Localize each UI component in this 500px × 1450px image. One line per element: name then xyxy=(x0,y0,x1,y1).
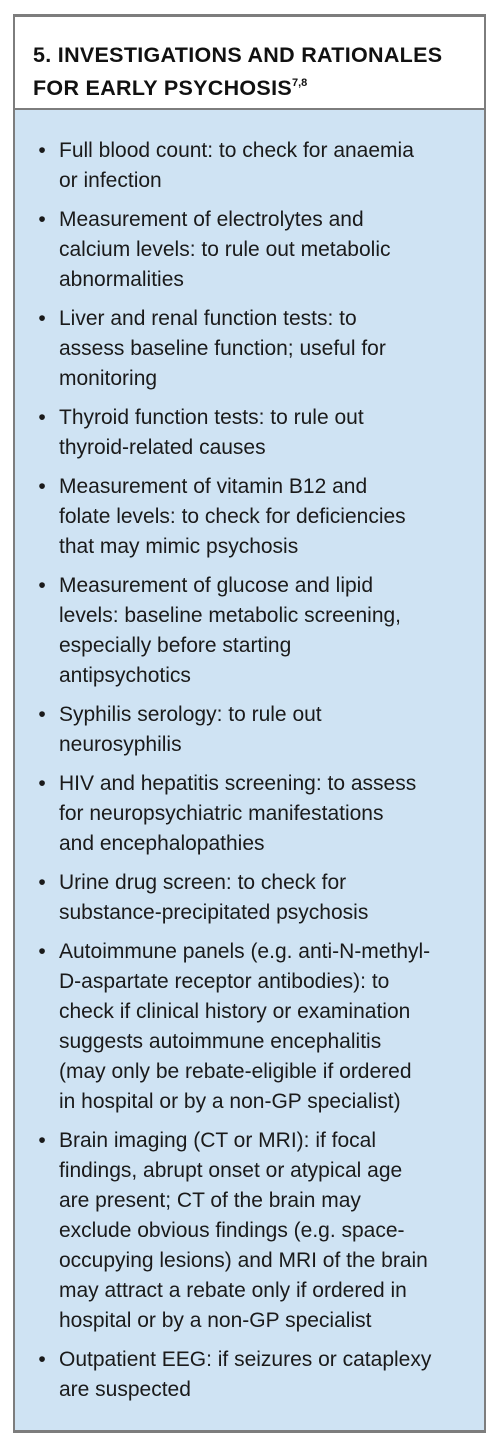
list-item xyxy=(29,571,470,691)
list-item-line: exclude obvious findings (e.g. space- xyxy=(59,1219,405,1242)
list-item-line: Thyroid function tests: to rule out xyxy=(59,406,364,429)
list-item-line: are present; CT of the brain may xyxy=(59,1189,361,1212)
list-item xyxy=(29,205,470,295)
list-item-line: Full blood count: to check for anaemia xyxy=(59,139,414,162)
list-item xyxy=(29,937,470,1117)
list-item-line: assess baseline function; useful for xyxy=(59,337,386,360)
list-item-line: antipsychotics xyxy=(59,664,191,687)
list-item-line: abnormalities xyxy=(59,268,184,291)
list-item-line: or infection xyxy=(59,169,162,192)
list-item-line: substance-precipitated psychosis xyxy=(59,901,369,924)
list-item-line: especially before starting xyxy=(59,634,292,657)
bullet-icon: • xyxy=(38,475,46,498)
investigations-box xyxy=(13,14,486,1433)
list-item-line: Measurement of vitamin B12 and xyxy=(59,475,368,498)
list-item-line: may attract a rebate only if ordered in xyxy=(59,1279,407,1302)
list-item xyxy=(29,700,470,760)
list-item-line: Syphilis serology: to rule out xyxy=(59,703,322,726)
bullet-icon: • xyxy=(38,307,46,330)
list-item-line: Autoimmune panels (e.g. anti-N-methyl- xyxy=(59,940,431,963)
list-item-line: HIV and hepatitis screening: to assess xyxy=(59,772,417,795)
list-item-line: monitoring xyxy=(59,367,158,390)
list-item-line: Measurement of glucose and lipid xyxy=(59,574,374,597)
list-item xyxy=(29,136,470,196)
bullet-icon: • xyxy=(38,871,46,894)
box-body xyxy=(15,110,484,1430)
list-item xyxy=(29,769,470,859)
list-item-line: Measurement of electrolytes and xyxy=(59,208,364,231)
investigation-list xyxy=(15,110,484,1405)
box-header xyxy=(15,17,484,110)
list-item-line: occupying lesions) and MRI of the brain xyxy=(59,1249,428,1272)
list-item-line: Urine drug screen: to check for xyxy=(59,871,347,894)
bullet-icon: • xyxy=(38,574,46,597)
list-item xyxy=(29,1345,470,1405)
bullet-icon: • xyxy=(38,940,46,963)
list-item-line: are suspected xyxy=(59,1378,191,1401)
list-item xyxy=(29,403,470,463)
list-item-line: levels: baseline metabolic screening, xyxy=(59,604,402,627)
title-line-2: FOR EARLY PSYCHOSIS xyxy=(33,76,292,100)
list-item-line: thyroid-related causes xyxy=(59,436,266,459)
bullet-icon: • xyxy=(38,1129,46,1152)
list-item-line: findings, abrupt onset or atypical age xyxy=(59,1159,403,1182)
list-item-line: in hospital or by a non-GP specialist) xyxy=(59,1090,401,1113)
list-item xyxy=(29,868,470,928)
list-item xyxy=(29,1126,470,1336)
list-item-line: (may only be rebate-eligible if ordered xyxy=(59,1060,412,1083)
list-item-line: calcium levels: to rule out metabolic xyxy=(59,238,391,261)
list-item-line: Liver and renal function tests: to xyxy=(59,307,357,330)
bullet-icon: • xyxy=(38,772,46,795)
list-item-line: and encephalopathies xyxy=(59,832,265,855)
title-references: 7,8 xyxy=(292,77,308,89)
bullet-icon: • xyxy=(38,703,46,726)
bullet-icon: • xyxy=(38,208,46,231)
list-item-line: Brain imaging (CT or MRI): if focal xyxy=(59,1129,377,1152)
list-item-line: neurosyphilis xyxy=(59,733,182,756)
list-item-line: check if clinical history or examination xyxy=(59,1000,411,1023)
list-item xyxy=(29,472,470,562)
bullet-icon: • xyxy=(38,406,46,429)
box-title xyxy=(33,41,484,102)
list-item-line: for neuropsychiatric manifestations xyxy=(59,802,384,825)
bullet-icon: • xyxy=(38,1348,46,1371)
title-line-1: 5. INVESTIGATIONS AND RATIONALES xyxy=(33,43,443,67)
list-item-line: D-aspartate receptor antibodies): to xyxy=(59,970,390,993)
list-item-line: Outpatient EEG: if seizures or cataplexy xyxy=(59,1348,432,1371)
list-item-line: folate levels: to check for deficiencies xyxy=(59,505,406,528)
list-item-line: that may mimic psychosis xyxy=(59,535,299,558)
list-item-line: hospital or by a non-GP specialist xyxy=(59,1309,372,1332)
bullet-icon: • xyxy=(38,139,46,162)
list-item-line: suggests autoimmune encephalitis xyxy=(59,1030,382,1053)
list-item xyxy=(29,304,470,394)
